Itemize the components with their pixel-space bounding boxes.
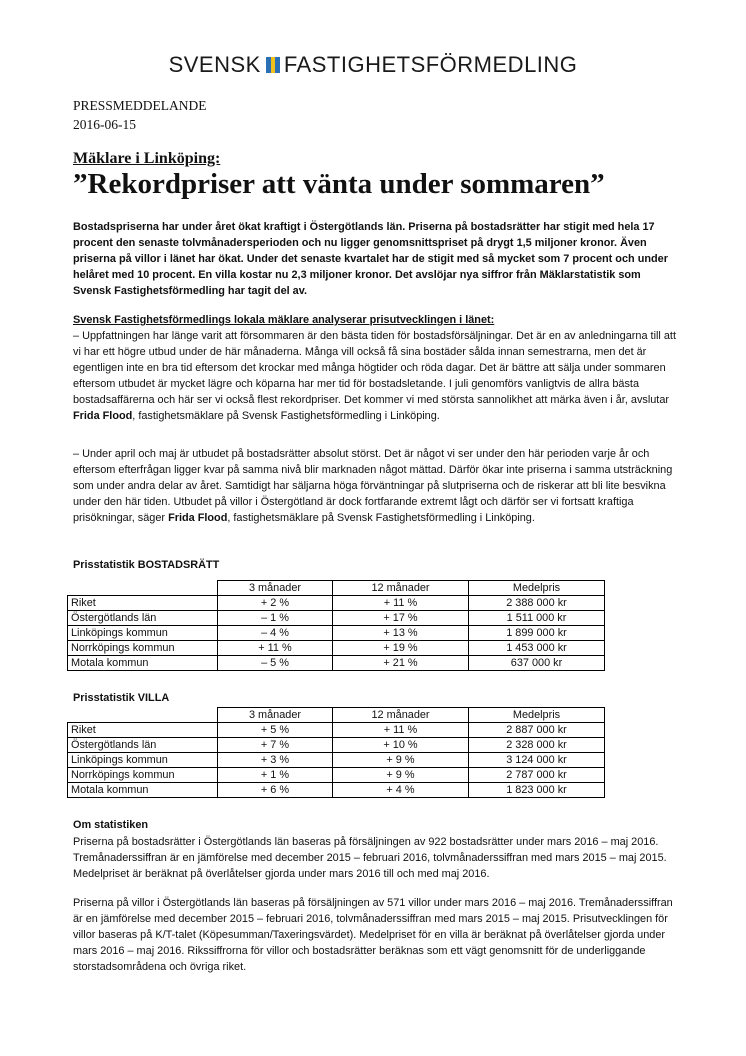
value-cell: + 4 % (333, 783, 469, 798)
value-cell: + 1 % (218, 768, 333, 783)
table-header-row (68, 581, 605, 596)
value-cell: 2 388 000 kr (469, 596, 605, 611)
value-cell: + 17 % (333, 611, 469, 626)
quote-paragraph-1: – Uppfattningen har länge varit att försommaren är den bästa tiden för bostadsförsäljningar. Det är en av anledningarna till att vi har ett högre utbud under de här månaderna. Många vill också få sina bostäder sålda innan semestrarna, men det är egentligen inte en bra tid eftersom det krockar med många högtider och röda dagar. Det är bättre att sälja under sommaren eftersom utbudet är mycket lägre och köparna har mer tid för bostadsletande. I juli genomförs vanligtvis de allra bästa bostadsaffärerna och här ser vi också flest rekordpriser. Det kommer vi med största sannolikhet att märka även i år, avslutar Frida Flood, fastighetsmäklare på Svensk Fastighetsförmedling i Linköping. (73, 330, 676, 422)
region-cell: Riket (68, 596, 218, 611)
column-header: Medelpris (469, 581, 605, 596)
value-cell: 1 899 000 kr (469, 626, 605, 641)
quote-author-name: Frida Flood (73, 410, 133, 422)
region-cell: Norrköpings kommun (68, 641, 218, 656)
region-cell: Motala kommun (68, 656, 218, 671)
table-row (68, 738, 605, 753)
region-cell: Linköpings kommun (68, 626, 218, 641)
region-cell: Riket (68, 723, 218, 738)
value-cell: + 7 % (218, 738, 333, 753)
value-cell: 2 887 000 kr (469, 723, 605, 738)
value-cell: – 5 % (218, 656, 333, 671)
lead-paragraph: Bostadspriserna har under året ökat kraftigt i Östergötlands län. Priserna på bostadsrätter har stigit med hela 17 procent den senaste tolvmånadersperioden och nu ligger genomsnittspriset på drygt 1,5 miljoner kronor. Även priserna på villor i länet har ökat. Under det senaste kvartalet har de stigit med så mycket som 7 procent och under helåret med 10 procent. En villa kostar nu 2,3 miljoner kronor. Det avslöjar nya siffror från Mäklarstatistik som Svensk Fastighetsförmedling har tagit del av. (73, 221, 668, 297)
table-row (68, 611, 605, 626)
analysis-section (73, 312, 677, 424)
value-cell: + 11 % (333, 723, 469, 738)
table-villa (67, 707, 605, 798)
value-cell: 2 787 000 kr (469, 768, 605, 783)
value-cell: 3 124 000 kr (469, 753, 605, 768)
document-date: 2016-06-15 (73, 117, 136, 132)
about-paragraph-1: Priserna på bostadsrätter i Östergötlands län baseras på försäljningen av 922 bostadsrätter under mars 2016 – maj 2016. Tremånaderssiffran är en jämförelse med december 2015 – februari 2016, tolvmånaderssiffran med mars 2015 – maj 2015. Medelpriset är beräknat på överlåtelser gjorda under mars 2016 till och med maj 2016. (73, 836, 667, 880)
region-cell: Östergötlands län (68, 738, 218, 753)
value-cell: + 3 % (218, 753, 333, 768)
column-header: 3 månader (218, 708, 333, 723)
quote-author-name: Frida Flood (168, 512, 228, 524)
value-cell: – 4 % (218, 626, 333, 641)
table-row (68, 768, 605, 783)
column-header: 12 månader (333, 708, 469, 723)
value-cell: + 10 % (333, 738, 469, 753)
logo-text-right: FASTIGHETSFÖRMEDLING (283, 52, 578, 77)
region-cell: Linköpings kommun (68, 753, 218, 768)
table-row (68, 626, 605, 641)
value-cell: + 9 % (333, 753, 469, 768)
value-cell: + 19 % (333, 641, 469, 656)
column-header: 12 månader (333, 581, 469, 596)
header-blank-cell (68, 581, 218, 596)
logo-text-left: SVENSK (168, 52, 261, 77)
value-cell: + 9 % (333, 768, 469, 783)
table-header-row (68, 708, 605, 723)
value-cell: + 11 % (333, 596, 469, 611)
section-heading: Svensk Fastighetsförmedlings lokala mäklare analyserar prisutvecklingen i länet: (73, 314, 495, 326)
table-title-villa: Prisstatistik VILLA (73, 692, 170, 704)
about-paragraph-2: Priserna på villor i Östergötlands län baseras på försäljningen av 571 villor under mars 2016 – maj 2016. Tremånaderssiffran är en jämförelse med december 2015 – februari 2016, tolvmånaderssiffran med mars 2015 – maj 2015. Prisutvecklingen för villor baseras på K/T-talet (Köpesumman/Taxeringsvärdet). Medelpriset för en villa är beräknat på överlåtelser gjorda under mars 2016 – maj 2016. Rikssiffrorna för villor och bostadsrätter beräknas som ett vägt genomsnitt för de underliggande storstadsområdena och övriga riket. (73, 897, 673, 973)
company-logo (0, 52, 746, 78)
value-cell: 637 000 kr (469, 656, 605, 671)
table-row (68, 596, 605, 611)
table-row (68, 783, 605, 798)
value-cell: 1 511 000 kr (469, 611, 605, 626)
document-type: PRESSMEDDELANDE (73, 98, 207, 113)
table-title-bostadsratt: Prisstatistik BOSTADSRÄTT (73, 559, 220, 571)
region-cell: Östergötlands län (68, 611, 218, 626)
value-cell: 1 823 000 kr (469, 783, 605, 798)
value-cell: + 13 % (333, 626, 469, 641)
value-cell: + 21 % (333, 656, 469, 671)
swedish-flag-icon (266, 57, 280, 73)
column-header: Medelpris (469, 708, 605, 723)
value-cell: 1 453 000 kr (469, 641, 605, 656)
region-cell: Norrköpings kommun (68, 768, 218, 783)
value-cell: + 11 % (218, 641, 333, 656)
table-row (68, 641, 605, 656)
value-cell: + 6 % (218, 783, 333, 798)
region-cell: Motala kommun (68, 783, 218, 798)
headline: ”Rekordpriser att vänta under sommaren” (73, 168, 605, 200)
column-header: 3 månader (218, 581, 333, 596)
table-row (68, 723, 605, 738)
subtitle: Mäklare i Linköping: (73, 150, 221, 167)
header-blank-cell (68, 708, 218, 723)
value-cell: + 2 % (218, 596, 333, 611)
value-cell: 2 328 000 kr (469, 738, 605, 753)
value-cell: + 5 % (218, 723, 333, 738)
quote-paragraph-2: – Under april och maj är utbudet på bostadsrätter absolut störst. Det är något vi ser under den här perioden varje år och eftersom efterfrågan ligger kvar på samma nivå blir marknaden något mättad. Därför ökar inte priserna i samma utsträckning som under andra delar av året. Samtidigt har säljarna höga förväntningar på slutpriserna och de riskerar att bli lite besvikna under den här tiden. Utbudet på villor i Östergötland är dock fortfarande extremt lågt och därför ser vi fortsatt kraftiga prisökningar, säger Frida Flood, fastighetsmäklare på Svensk Fastighetsförmedling i Linköping. (73, 448, 673, 524)
value-cell: – 1 % (218, 611, 333, 626)
table-row (68, 656, 605, 671)
about-title: Om statistiken (73, 819, 149, 831)
table-row (68, 753, 605, 768)
table-bostadsratt (67, 580, 605, 671)
